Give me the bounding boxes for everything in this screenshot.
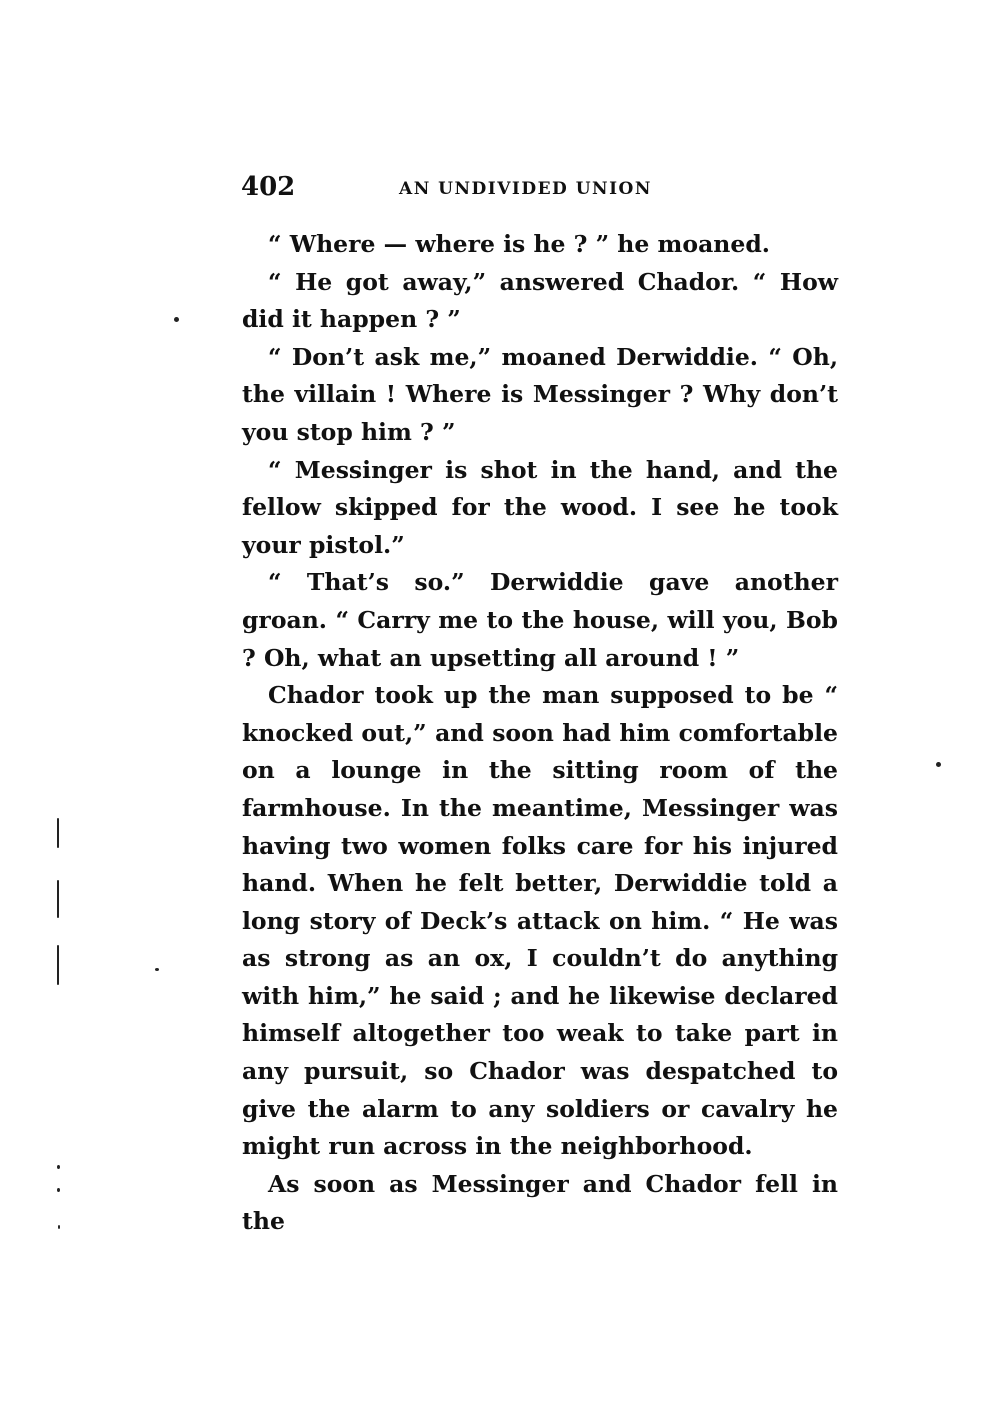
paragraph-4: “ Messinger is shot in the hand, and the fellow skipped for the wood. I see he took your pistol.” <box>242 455 838 559</box>
scan-speck <box>936 762 941 767</box>
scan-speck <box>155 968 159 971</box>
scan-speck <box>57 880 59 918</box>
page-number: 402 <box>241 172 296 202</box>
scan-speck <box>58 1225 60 1229</box>
scan-speck <box>57 818 59 848</box>
paragraph-7: As soon as Messinger and Chador fell in the <box>242 1169 838 1236</box>
body-text <box>242 226 838 1241</box>
paragraph-2: “ He got away,” answered Chador. “ How did it happen ? ” <box>242 267 838 334</box>
scan-speck <box>57 945 59 985</box>
paragraph-3: “ Don’t ask me,” moaned Derwiddie. “ Oh, the villain ! Where is Messinger ? Why don’t you stop him ? ” <box>242 342 838 446</box>
scan-speck <box>57 1188 60 1192</box>
page-header <box>241 172 841 208</box>
scan-speck <box>174 317 179 322</box>
paragraph-6: Chador took up the man supposed to be “ knocked out,” and soon had him comfortable on a lounge in the sitting room of the farmhouse. In the meantime, Messinger was having two women folks care for his injured hand. When he felt better, Derwiddie told a long story of Deck’s attack on him. “ He was as strong as an ox, I couldn’t do anything with him,” he said ; and he likewise declared himself altogether too weak to take part in any pursuit, so Chador was despatched to give the alarm to any soldiers or cavalry he might run across in the neighborhood. <box>242 681 838 1161</box>
running-head: AN UNDIVIDED UNION <box>399 179 652 199</box>
paragraph-1: “ Where — where is he ? ” he moaned. <box>268 230 770 258</box>
scan-speck <box>57 1165 60 1169</box>
paragraph-5: “ That’s so.” Derwiddie gave another groan. “ Carry me to the house, will you, Bob ? Oh, what an upsetting all around ! ” <box>242 568 838 672</box>
